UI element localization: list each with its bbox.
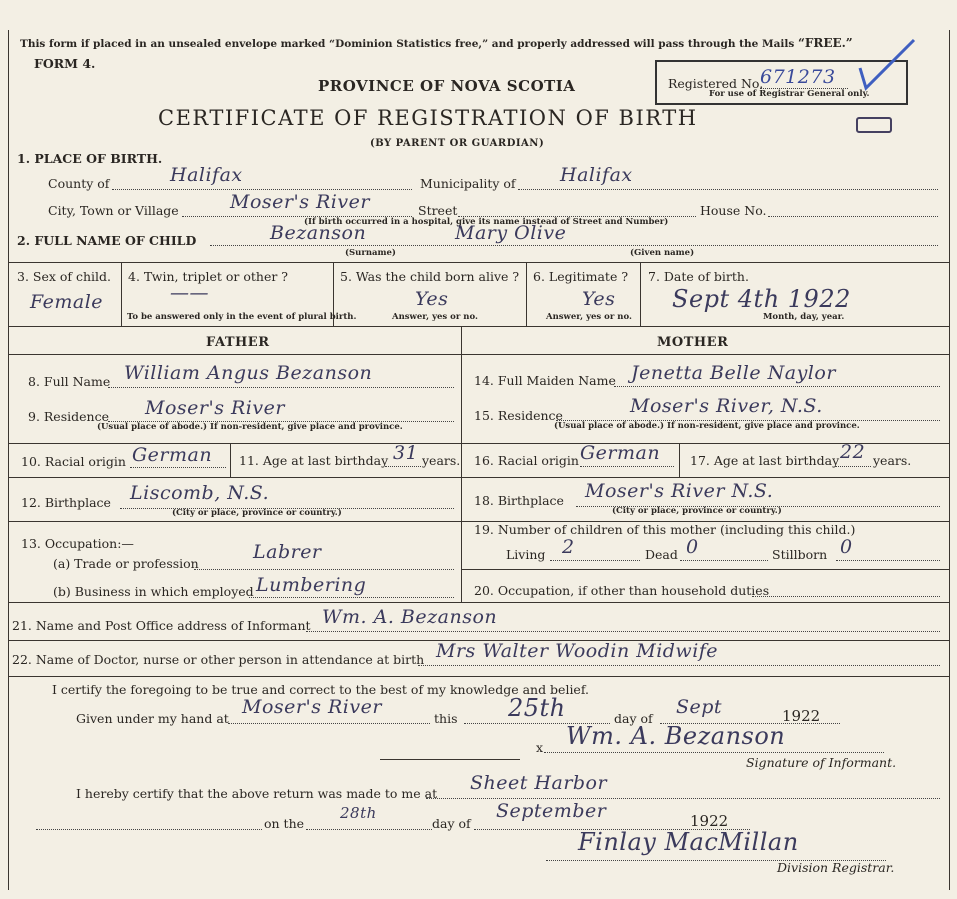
city-value: Moser's River (230, 191, 370, 213)
municipality-value: Halifax (560, 164, 633, 186)
place-of-birth-label: 1. PLACE OF BIRTH. (17, 151, 163, 166)
county-value: Halifax (170, 164, 243, 186)
sex-value: Female (30, 291, 104, 313)
father-birthplace-label: 12. Birthplace (21, 495, 111, 510)
given-place: Moser's River (242, 696, 382, 718)
alive-note: Answer, yes or no. (392, 312, 478, 322)
mother-racial-value: German (580, 442, 661, 464)
legitimate-label: 6. Legitimate ? (533, 269, 629, 284)
twin-note: To be answered only in the event of plural birth. (127, 312, 357, 322)
hospital-note: (If birth occurred in a hospital, give its name instead of Street and Number) (304, 217, 669, 227)
father-years: years. (422, 453, 461, 468)
surname-note: (Surname) (345, 248, 396, 258)
father-age-value: 31 (393, 442, 419, 464)
given-note: (Given name) (630, 248, 695, 258)
certify-day: 25th (508, 694, 566, 722)
doctor-label: 22. Name of Doctor, nurse or other person in attendance at birth (12, 652, 425, 667)
alive-value: Yes (415, 288, 449, 310)
x-mark: x (536, 740, 544, 755)
registered-number: 671273 (760, 66, 836, 88)
sex-label: 3. Sex of child. (17, 269, 112, 284)
this-label: this (434, 711, 458, 726)
certify-month: Sept (676, 696, 723, 718)
mother-residence-label: 15. Residence (474, 408, 563, 423)
dob-label: 7. Date of birth. (648, 269, 749, 284)
city-label: City, Town or Village (48, 203, 179, 218)
mother-birthplace-note: (City or place, province or country.) (612, 506, 782, 516)
stillborn-label: Stillborn (772, 547, 828, 562)
registrar-month: September (496, 800, 607, 822)
registrar-year: 1922 (690, 812, 729, 830)
certificate-title: CERTIFICATE OF REGISTRATION OF BIRTH (158, 106, 698, 130)
father-trade-label: (a) Trade or profession (53, 556, 199, 571)
left-border (8, 30, 9, 890)
certify-day-of-label: day of (614, 711, 653, 726)
registrar-note: For use of Registrar General only. (709, 89, 870, 99)
municipality-label: Municipality of (420, 176, 516, 191)
father-header: FATHER (206, 335, 270, 350)
father-residence-note: (Usual place of abode.) If non-resident, give place and province. (97, 422, 403, 432)
mother-children-label: 19. Number of children of this mother (including this child.) (474, 522, 856, 537)
given-label: Given under my hand at (76, 711, 229, 726)
form-number: FORM 4. (34, 56, 96, 71)
legitimate-value: Yes (582, 288, 616, 310)
twin-value: —— (170, 282, 209, 304)
registrar-place: Sheet Harbor (470, 772, 608, 794)
living-value: 2 (562, 536, 575, 558)
street-label: Street (418, 203, 458, 218)
check-mark-icon (858, 38, 918, 98)
certify-text: I certify the foregoing to be true and correct to the best of my knowledge and belief. (52, 682, 589, 697)
mother-age-label: 17. Age at last birthday (690, 453, 840, 468)
father-racial-label: 10. Racial origin (21, 454, 126, 469)
mother-birthplace-label: 18. Birthplace (474, 493, 564, 508)
informant-signature-label: Signature of Informant. (746, 755, 897, 770)
father-business-label: (b) Business in which employed (53, 584, 254, 599)
father-racial-value: German (132, 444, 213, 466)
mail-notice: This form if placed in an unsealed envelope marked “Dominion Statistics free,” and properly addressed will pass through the Mails “FREE.” (20, 36, 853, 50)
father-trade-value: Labrer (253, 541, 322, 563)
mother-occupation-label: 20. Occupation, if other than household duties (474, 583, 770, 598)
father-residence-value: Moser's River (145, 397, 285, 419)
child-name-label: 2. FULL NAME OF CHILD (17, 233, 197, 248)
dob-value: Sept 4th 1922 (672, 285, 851, 313)
dead-value: 0 (686, 536, 699, 558)
informant-value: Wm. A. Bezanson (322, 606, 498, 628)
dead-label: Dead (645, 547, 678, 562)
informant-label: 21. Name and Post Office address of Informant (12, 618, 311, 633)
father-residence-label: 9. Residence (28, 409, 109, 424)
father-age-label: 11. Age at last birthday (239, 453, 389, 468)
registrar-on-the-label: on the (264, 816, 305, 831)
father-birthplace-note: (City or place, province or country.) (172, 508, 342, 518)
doctor-value: Mrs Walter Woodin Midwife (436, 640, 719, 662)
father-occupation-label: 13. Occupation:— (21, 536, 134, 551)
county-label: County of (48, 176, 110, 191)
mother-name-value: Jenetta Belle Naylor (631, 362, 836, 384)
stamp-icon (856, 117, 892, 133)
mother-residence-note: (Usual place of abode.) If non-resident, give place and province. (554, 421, 860, 431)
mother-years: years. (873, 453, 912, 468)
certify-year: 1922 (782, 707, 821, 725)
mother-birthplace-value: Moser's River N.S. (585, 480, 774, 502)
registrar-signature: Finlay MacMillan (578, 828, 799, 856)
registrar-day-of-label: day of (432, 816, 471, 831)
informant-signature: Wm. A. Bezanson (566, 722, 786, 750)
legitimate-note: Answer, yes or no. (546, 312, 632, 322)
registrar-certify-label: I hereby certify that the above return was made to me at (76, 786, 438, 801)
certificate-subtitle: (BY PARENT OR GUARDIAN) (370, 138, 545, 149)
province-title: PROVINCE OF NOVA SCOTIA (318, 77, 576, 95)
child-given-name: Mary Olive (455, 222, 567, 244)
alive-label: 5. Was the child born alive ? (340, 269, 520, 284)
mother-racial-label: 16. Racial origin (474, 453, 579, 468)
father-name-value: William Angus Bezanson (124, 362, 373, 384)
mother-age-value: 22 (840, 441, 866, 463)
house-label: House No. (700, 203, 767, 218)
twin-label: 4. Twin, triplet or other ? (128, 269, 288, 284)
child-surname: Bezanson (270, 222, 367, 244)
registrar-title: Division Registrar. (777, 860, 895, 875)
dob-note: Month, day, year. (763, 312, 845, 322)
father-name-label: 8. Full Name (28, 374, 111, 389)
stillborn-value: 0 (840, 536, 853, 558)
living-label: Living (506, 547, 546, 562)
father-birthplace-value: Liscomb, N.S. (130, 482, 270, 504)
father-business-value: Lumbering (256, 574, 367, 596)
mother-header: MOTHER (657, 335, 729, 350)
mother-residence-value: Moser's River, N.S. (630, 395, 823, 417)
mother-name-label: 14. Full Maiden Name (474, 373, 616, 388)
registrar-day: 28th (340, 804, 377, 822)
registered-label: Registered No. (668, 76, 764, 91)
right-border (949, 30, 950, 890)
